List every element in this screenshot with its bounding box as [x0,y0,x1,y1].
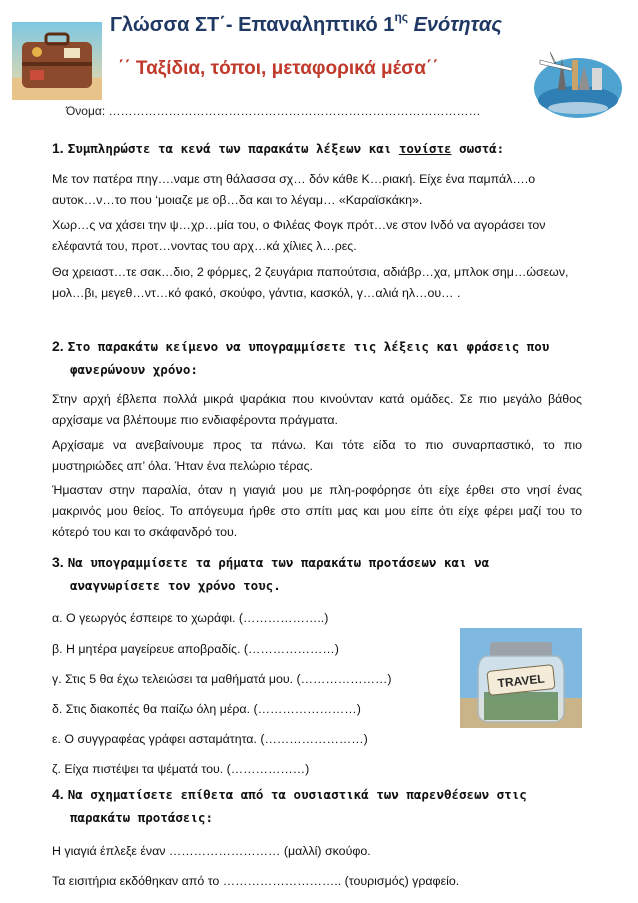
section-4-heading-line2: παρακάτω προτάσεις: [70,810,213,825]
exercise-item[interactable]: Τα εισιτήρια εκδόθηκαν από το ……………………….. (τουρισμός) γραφείο. [52,874,460,888]
section-number: 3. [52,554,64,570]
heading-text: Να σχηματίσετε επίθετα από τα ουσιαστικά των παρενθέσεων στις [67,787,527,802]
section-3-heading [52,550,489,575]
heading-text: Να υπογραμμίσετε τα ρήματα των παρακάτω προτάσεων και να [67,555,490,570]
title-superscript: ης [394,10,409,24]
heading-text: Συμπληρώστε τα κενά των παρακάτω λέξεων και [67,141,399,156]
section-number: 1. [52,140,64,156]
section-number: 4. [52,786,64,802]
travel-landmarks-icon [532,38,624,122]
exercise-item[interactable]: γ. Στις 5 θα έχω τελειώσει τα μαθήματά μου. (…………………) [52,672,392,686]
section-4-heading [52,782,527,807]
student-name-field[interactable]: Όνομα: ………………………………………………………………………………… [66,104,481,118]
exercise-item[interactable]: Η γιαγιά έπλεξε έναν ……………………… (μαλλί) σκούφο. [52,844,371,858]
section-1-heading [52,136,504,161]
section-2-paragraph: Στην αρχή έβλεπα πολλά μικρά ψαράκια που κινούνταν κατά ομάδες. Σε πιο μεγάλο βάθος αρχίσαμε να βλέπουμε πιο ενδιαφέροντα πράγματα. [52,392,582,427]
suitcase-icon [12,22,102,100]
exercise-item[interactable]: β. Η μητέρα μαγείρευε αποβραδίς. (…………………) [52,642,339,656]
heading-text: σωστά: [451,141,505,156]
exercise-item[interactable]: δ. Στις διακοπές θα παίζω όλη μέρα. (……………………) [52,702,361,716]
travel-jar-icon [460,628,582,728]
heading-text: Στο παρακάτω κείμενο να υπογραμμίσετε τις λέξεις και φράσεις που [67,339,550,354]
section-number: 2. [52,338,64,354]
exercise-item[interactable]: ε. Ο συγγραφέας γράφει ασταμάτητα. (……………………) [52,732,368,746]
section-1-paragraph: Θα χρειαστ…τε σακ…διο, 2 φόρμες, 2 ζευγάρια παπούτσια, αδιάβρ…χα, μπλοκ σημ…ώσεων, μολ…βι, μεγεθ…ντ…κό φακό, σκούφο, γάντια, κασκόλ, γ…αλιά ηλ…ου… . [52,265,569,300]
section-3-heading-line2: αναγνωρίσετε τον χρόνο τους. [70,578,281,593]
section-1-paragraph: Με τον πατέρα πηγ….ναμε στη θάλασσα σχ… δόν κάθε Κ…ριακή. Είχε ένα παμπάλ….ο αυτοκ…ν…το που ‘μοιαζε με οβ…δα και το λέγαμ… «Καραϊσκάκη». [52,172,536,207]
title-main: Γλώσσα ΣΤ΄- Επαναληπτικό 1 [110,14,395,36]
jar-label: TRAVEL [496,671,546,691]
worksheet-subtitle: ΄΄ Ταξίδια, τόποι, μεταφορικά μέσα΄΄ [118,58,439,79]
section-1-paragraph: Χωρ…ς να χάσει την ψ…χρ…μία του, ο Φιλέας Φογκ πρότ…νε στον Ινδό να αγοράσει τον ελέφαντά του, προτ…νοντας του αρχ…κά χίλιες λ…ρες. [52,218,546,253]
exercise-item[interactable]: ζ. Είχα πιστέψει τα ψέματά του. (………………) [52,762,310,776]
exercise-item[interactable]: α. Ο γεωργός έσπειρε το χωράφι. (………………..) [52,611,329,625]
section-2-paragraph: Αρχίσαμε να ανεβαίνουμε προς τα πάνω. Και τότε είδα το πιο συναρπαστικό, το πιο μυστηριώδες απ’ όλα. Ήταν ένα πελώριο τέρας. [52,438,582,473]
worksheet-title [110,10,550,37]
section-2-paragraph: Ήμασταν στην παραλία, όταν η γιαγιά μου με πλη-ροφόρησε ότι είχε έρθει στο νησί ένας μακρινός μου θείος. Το απόγευμα ήρθε στο σπίτι μας και μου είπε ότι είχε φέρει μαζί του το κότερό του και το σκάφανδρό του. [52,483,582,539]
section-2-heading-line2: φανερώνουν χρόνο: [70,362,198,377]
title-tail: Ενότητας [413,14,502,36]
section-2-heading [52,334,549,359]
heading-underlined: τονίστε [398,141,452,156]
